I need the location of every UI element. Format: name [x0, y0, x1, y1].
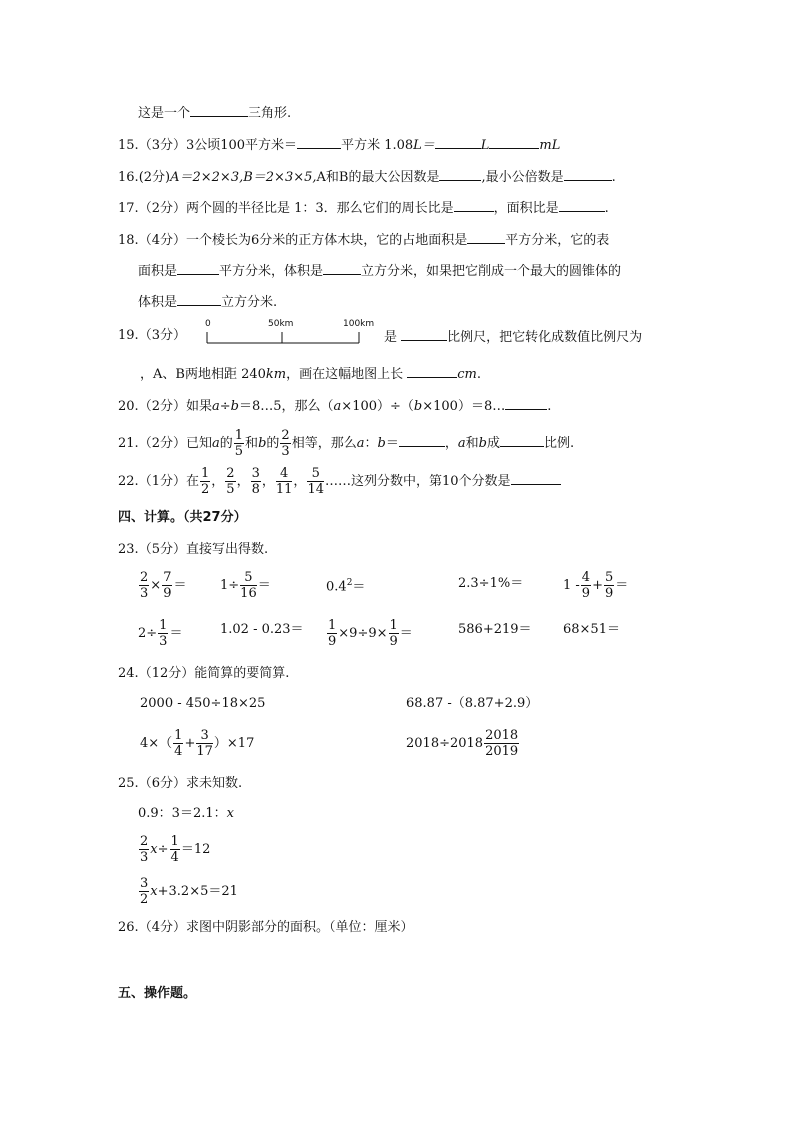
text: 这是一个	[138, 106, 191, 121]
q18-line3	[138, 291, 277, 313]
scale-bar	[205, 319, 385, 347]
q24-expr-1: 2000 - 450÷18×25	[140, 696, 266, 711]
q23-expr-c1: $0.4^2=$	[326, 578, 366, 595]
question-number: 23.	[118, 542, 139, 557]
numerator: 1	[234, 428, 244, 443]
score: （3分）	[138, 138, 186, 153]
q24-title	[118, 664, 289, 684]
denominator: 3	[140, 586, 149, 601]
text: 和	[245, 436, 259, 451]
unit: cm	[457, 367, 477, 382]
q17	[118, 197, 609, 219]
denominator: 9	[328, 634, 337, 649]
blank[interactable]	[435, 134, 481, 149]
numerator: 2	[281, 428, 290, 443]
text: ……这列分数中，第10个分数是	[324, 474, 511, 489]
blank[interactable]	[190, 102, 248, 117]
fraction	[307, 466, 324, 497]
text: ＝8…5，那么（	[238, 399, 334, 414]
text: 平方分米，体积是	[219, 264, 324, 279]
score: （2分）	[138, 399, 186, 414]
numerator: 3	[196, 728, 213, 744]
q23-expr-e2: 68×51＝	[563, 622, 620, 637]
denominator: 4	[174, 744, 183, 759]
text: 直接写出得数.	[185, 542, 269, 557]
text: 两个圆的半径比是 1：3．那么它们的周长比是	[185, 201, 454, 216]
blank[interactable]	[489, 134, 539, 149]
score: （5分）	[138, 542, 186, 557]
text: +3.2×5＝21	[157, 884, 238, 899]
text: 面积是	[138, 264, 178, 279]
text: 3公顷100平方米＝	[185, 138, 298, 153]
text: 0.4	[326, 579, 347, 595]
text: 的	[219, 436, 233, 451]
numerator: 2	[140, 570, 149, 585]
numerator: 2	[226, 466, 235, 481]
text: 三角形.	[248, 106, 292, 121]
blank[interactable]	[439, 166, 481, 181]
score: （4分）	[138, 233, 186, 248]
text: 能简算的要简算.	[194, 666, 290, 681]
variable: x	[150, 842, 158, 857]
fraction	[389, 618, 399, 649]
fraction	[173, 728, 183, 759]
q23-expr-d1: 2.3÷1%＝	[458, 576, 524, 591]
variable: a	[333, 399, 342, 414]
fraction	[200, 466, 210, 497]
text: 2018÷2018	[406, 736, 484, 751]
numerator: 5	[604, 570, 614, 585]
text: 2÷	[138, 626, 158, 641]
q23-expr-a2: 2÷ $\frac{1}{3}$ ＝	[138, 618, 183, 649]
variable: b	[413, 399, 423, 414]
text: 立方分米.	[221, 295, 278, 310]
q25-eq-1	[138, 804, 234, 824]
text: ，	[444, 436, 458, 451]
text: ，画在这幅地图上长	[286, 367, 404, 382]
question-number: 16.	[118, 170, 139, 185]
q24-expr-2: 68.87 -（8.87+2.9）	[406, 696, 539, 711]
blank[interactable]	[399, 432, 445, 447]
text: 如果	[185, 399, 212, 414]
text: .	[547, 399, 552, 414]
text: L＝	[413, 138, 435, 153]
denominator: 3	[140, 850, 149, 865]
text: 成	[486, 436, 500, 451]
score: （4分）	[138, 920, 186, 935]
numerator: 2	[140, 834, 149, 849]
variable: a	[356, 436, 365, 451]
q25-eq-3	[138, 876, 238, 908]
q19-line1	[118, 326, 186, 346]
variable: a	[211, 399, 220, 414]
blank[interactable]	[177, 260, 219, 275]
text: 一个棱长为6分米的正方体木块，它的占地面积是	[185, 233, 468, 248]
text: 的	[266, 436, 280, 451]
text: ×100）＝8…	[422, 399, 506, 414]
q24-expr-3: 4×（ $\frac{1}{4}$ + $\frac{3}{17}$ ）×17	[140, 728, 255, 759]
denominator: 4	[170, 850, 179, 865]
q23-title	[118, 540, 268, 560]
fraction	[280, 428, 290, 459]
text: ，A、B两地相距 240	[140, 367, 266, 382]
q26	[118, 918, 413, 938]
scale-label: 50km	[268, 319, 294, 329]
unit: mL	[539, 138, 561, 153]
scale-label: 100km	[343, 319, 375, 329]
question-number: 26.	[118, 920, 139, 935]
fraction	[234, 428, 244, 459]
exponent: 2	[346, 578, 353, 588]
text: 已知	[185, 436, 212, 451]
variable: b	[377, 436, 386, 451]
q18-line2	[138, 260, 621, 282]
numerator: 5	[240, 570, 257, 586]
text: 是	[384, 330, 398, 345]
text: ×100）÷（	[341, 399, 414, 414]
q23-expr-d2: 586+219＝	[458, 622, 532, 637]
fraction	[604, 570, 614, 601]
text: ×9÷9×	[338, 626, 388, 641]
q25-eq-2	[138, 834, 210, 866]
blank[interactable]	[454, 197, 494, 212]
fraction	[158, 618, 168, 649]
text: A＝2×2×3,	[170, 170, 244, 185]
q20	[118, 395, 551, 417]
denominator: 9	[604, 586, 614, 601]
denominator: 16	[240, 586, 257, 601]
denominator: 14	[307, 482, 324, 497]
text: ）×17	[213, 736, 255, 751]
fraction	[276, 466, 293, 497]
variable: b	[258, 436, 267, 451]
numerator: 1	[170, 834, 179, 849]
numerator: 2018	[485, 728, 519, 743]
scale-label: 0	[205, 319, 211, 329]
denominator: 17	[196, 744, 213, 759]
text: ,最小公倍数是	[481, 170, 564, 185]
score: (2分)	[138, 170, 171, 185]
numerator: 1	[159, 618, 168, 633]
variable: a	[457, 436, 466, 451]
text: ÷	[157, 842, 169, 857]
text: 立方分米，如果把它削成一个最大的圆锥体的	[361, 264, 622, 279]
fraction	[484, 728, 519, 759]
q15	[118, 134, 560, 156]
q23-expr-b1: 1÷ $\frac{5}{16}$ ＝	[220, 570, 271, 601]
question-number: 18.	[118, 233, 139, 248]
fraction	[581, 570, 591, 601]
text: B＝2×3×5,	[243, 170, 317, 185]
denominator: 9	[163, 586, 172, 601]
text: 比例尺，把它转化成数值比例尺为	[447, 330, 643, 345]
q14-line	[138, 102, 291, 124]
text: 比例.	[543, 436, 575, 451]
text: 求图中阴影部分的面积。（单位：厘米）	[185, 920, 414, 935]
question-number: 20.	[118, 399, 139, 414]
text: .	[476, 367, 482, 382]
blank[interactable]	[500, 432, 544, 447]
scale-bar-graphic	[205, 319, 385, 347]
text: ：	[364, 436, 378, 451]
fraction	[139, 570, 149, 601]
fraction	[139, 834, 149, 865]
blank[interactable]	[505, 395, 547, 410]
score: （3分）	[138, 328, 186, 343]
blank[interactable]	[407, 363, 457, 378]
q23-expr-c2: $\frac{1}{9}$ ×9÷9× $\frac{1}{9}$ ＝	[328, 618, 413, 649]
question-number: 17.	[118, 201, 139, 216]
blank[interactable]	[401, 326, 447, 341]
variable: x	[150, 884, 158, 899]
section-heading-5: 五、操作题。	[118, 986, 197, 1001]
blank[interactable]	[323, 260, 361, 275]
blank[interactable]	[511, 470, 561, 485]
q23-expr-b2: 1.02 - 0.23＝	[220, 622, 304, 637]
q19-line2	[140, 363, 481, 385]
fraction	[139, 876, 149, 907]
q19-line1-rest	[384, 326, 642, 348]
question-number: 25.	[118, 776, 139, 791]
score: （6分）	[138, 776, 186, 791]
q24-expr-4	[406, 728, 520, 760]
score: （12分）	[138, 666, 195, 681]
q21	[118, 428, 574, 459]
numerator: 5	[307, 466, 324, 482]
denominator: 8	[251, 482, 260, 497]
numerator: 1	[174, 728, 183, 743]
fraction	[170, 834, 180, 865]
q23-expr-a1: $\frac{2}{3}$ × $\frac{7}{9}$ ＝	[140, 570, 187, 601]
numerator: 1	[389, 618, 398, 633]
section-heading-4: 四、计算。（共27分）	[118, 510, 247, 525]
text: ÷	[219, 399, 231, 414]
fraction	[225, 466, 235, 497]
text: 1 -	[563, 578, 580, 593]
denominator: 11	[275, 482, 293, 497]
score: （2分）	[138, 201, 186, 216]
text: .	[611, 170, 616, 185]
variable: x	[226, 806, 234, 821]
variable: b	[230, 399, 239, 414]
denominator: 5	[234, 444, 244, 459]
text: 相等，那么	[291, 436, 357, 451]
question-number: 15.	[118, 138, 139, 153]
numerator: 3	[251, 466, 260, 481]
blank[interactable]	[564, 166, 612, 181]
denominator: 2	[200, 482, 210, 497]
denominator: 2	[140, 892, 149, 907]
text: 和	[465, 436, 479, 451]
q16	[118, 166, 616, 188]
variable: b	[478, 436, 487, 451]
score: （1分）	[138, 474, 186, 489]
denominator: 3	[159, 634, 168, 649]
q23-expr-e1: 1 - $\frac{4}{9}$ + $\frac{5}{9}$ ＝	[563, 570, 629, 601]
text: 平方米 1.08	[341, 138, 414, 153]
question-number: 24.	[118, 666, 139, 681]
q22: 22.（1分）在 $\frac{1}{2}$ ， $\frac{2}{5}$ ， $\frac{3}{8}$ ， $\frac{4}{11}$ ， $\frac{5}{14}$ ……这列分数中，第10个分数是	[118, 466, 561, 497]
blank[interactable]	[177, 291, 221, 306]
q25-title	[118, 774, 242, 794]
text: 平方分米，它的表	[505, 233, 610, 248]
variable: a	[211, 436, 220, 451]
text: 1÷	[220, 578, 240, 593]
unit: km	[265, 367, 287, 382]
denominator: 2019	[485, 744, 519, 759]
question-number: 22.	[118, 474, 139, 489]
text: ，面积比是	[493, 201, 559, 216]
text: A和B的最大公因数是	[316, 170, 440, 185]
fraction	[240, 570, 257, 601]
text: .	[604, 201, 609, 216]
denominator: 9	[581, 586, 591, 601]
question-number: 21.	[118, 436, 139, 451]
text: 0.9：3＝2.1：	[138, 806, 227, 821]
denominator: 9	[389, 634, 398, 649]
fraction	[162, 570, 172, 601]
denominator: 3	[281, 444, 290, 459]
text: 求未知数.	[185, 776, 243, 791]
numerator: 4	[581, 570, 591, 585]
denominator: 5	[226, 482, 235, 497]
unit: L	[480, 138, 490, 153]
fraction	[196, 728, 213, 759]
numerator: 4	[276, 466, 293, 482]
text: 体积是	[138, 295, 178, 310]
text: 4×（	[140, 736, 173, 751]
score: （2分）	[138, 436, 186, 451]
text: 在	[185, 474, 199, 489]
text: ＝12	[180, 842, 211, 857]
q18-line1	[118, 229, 609, 251]
numerator: 7	[163, 570, 172, 585]
blank[interactable]	[297, 134, 341, 149]
text: ＝	[385, 436, 399, 451]
numerator: 1	[200, 466, 210, 481]
numerator: 3	[140, 876, 149, 891]
blank[interactable]	[467, 229, 505, 244]
fraction	[251, 466, 261, 497]
blank[interactable]	[559, 197, 605, 212]
fraction	[327, 618, 337, 649]
numerator: 1	[328, 618, 337, 633]
question-number: 19.	[118, 328, 139, 343]
